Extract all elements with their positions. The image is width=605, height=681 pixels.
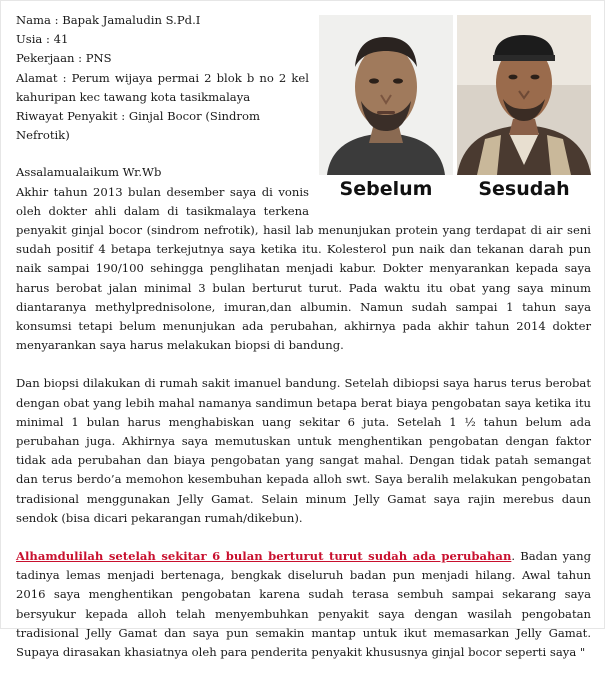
before-after-photos (319, 11, 591, 207)
profile-occupation: Pekerjaan : PNS (16, 51, 112, 66)
testimony-paragraph-3-rest: . Badan yang tadinya lemas menjadi bertenaga, bengkak diseluruh badan pun menjadi hilang. Awal tahun 2016 saya menghentikan pengobatan karena sudah terasa sembuh sampai sekarang saya bersyukur kepada alloh telah menyembuhkan penyakit saya dengan wasilah pengobatan tradisional Jelly Gamat dan saya pun semakin mantap untuk ikut memasarkan Jelly Gamat. Supaya dirasakan khasiatnya oleh para penderita penyakit khususnya ginjal bocor seperti saya " (16, 549, 591, 660)
after-photo (457, 15, 591, 175)
after-caption: Sesudah (478, 178, 570, 200)
before-photo (319, 15, 453, 175)
testimonial-article (16, 11, 591, 681)
testimony-paragraph-3 (16, 547, 591, 662)
testimony-paragraph-2: Dan biopsi dilakukan di rumah sakit imanuel bandung. Setelah dibiopsi saya harus terus berobat dengan obat yang lebih mahal namanya sandimun betapa berat biaya pengobatan saya ketika itu minimal 1 bulan harus menghabiskan uang sekitar 6 juta. Setelah 1 ½ tahun belum ada perubahan juga. Akhirnya saya memutuskan untuk menghentikan pengobatan dengan faktor tidak ada perubahan dan biaya pengobatan yang sangat mahal. Dengan tidak patah semangat dan terus berdo’a memohon kesembuhan kepada alloh swt. Saya beralih melakukan pengobatan tradisional menggunakan Jelly Gamat. Selain minum Jelly Gamat saya rajin merebus daun sendok (bisa dicari pekarangan rumah/dikebun). (16, 376, 591, 525)
after-photo-image (457, 15, 591, 175)
testimony-paragraph-1: Akhir tahun 2013 bulan desember saya di vonis oleh dokter ahli dalam di tasikmalaya terkena penyakit ginjal bocor (sindrom nefrotik), hasil lab menunjukan protein yang terdapat di air seni sudah positif 4 betapa terkejutnya saya ketika itu. Kolesterol pun naik dan tekanan darah pun naik sampai 190/100 sehingga penglihatan menjadi kabur. Dokter menyarankan kepada saya harus berobat jalan minimal 3 bulan berturut turut. Pada waktu itu obat yang saya minum diantaranya methylprednisolone, imuran,dan albumin. Namun sudah sampai 1 tahun saya konsumsi tetapi belum menunjukan ada perubahan, akhirnya pada akhir tahun 2014 dokter menyarankan saya harus melakukan biopsi di bandung. (16, 184, 591, 353)
greeting: Assalamualaikum Wr.Wb (16, 165, 162, 180)
profile-medical-history: Riwayat Penyakit : Ginjal Bocor (Sindrom Nefrotik) (16, 109, 260, 143)
highlight-text: Alhamdulilah setelah sekitar 6 bulan berturut turut sudah ada perubahan (16, 549, 512, 564)
profile-address: Alamat : Perum wijaya permai 2 blok b no 2 kel kahuripan kec tawang kota tasikmalaya (16, 70, 309, 104)
profile-name: Nama : Bapak Jamaludin S.Pd.I (16, 13, 201, 27)
profile-age: Usia : 41 (16, 32, 69, 47)
before-caption: Sebelum (339, 178, 433, 200)
before-photo-image (319, 15, 453, 175)
